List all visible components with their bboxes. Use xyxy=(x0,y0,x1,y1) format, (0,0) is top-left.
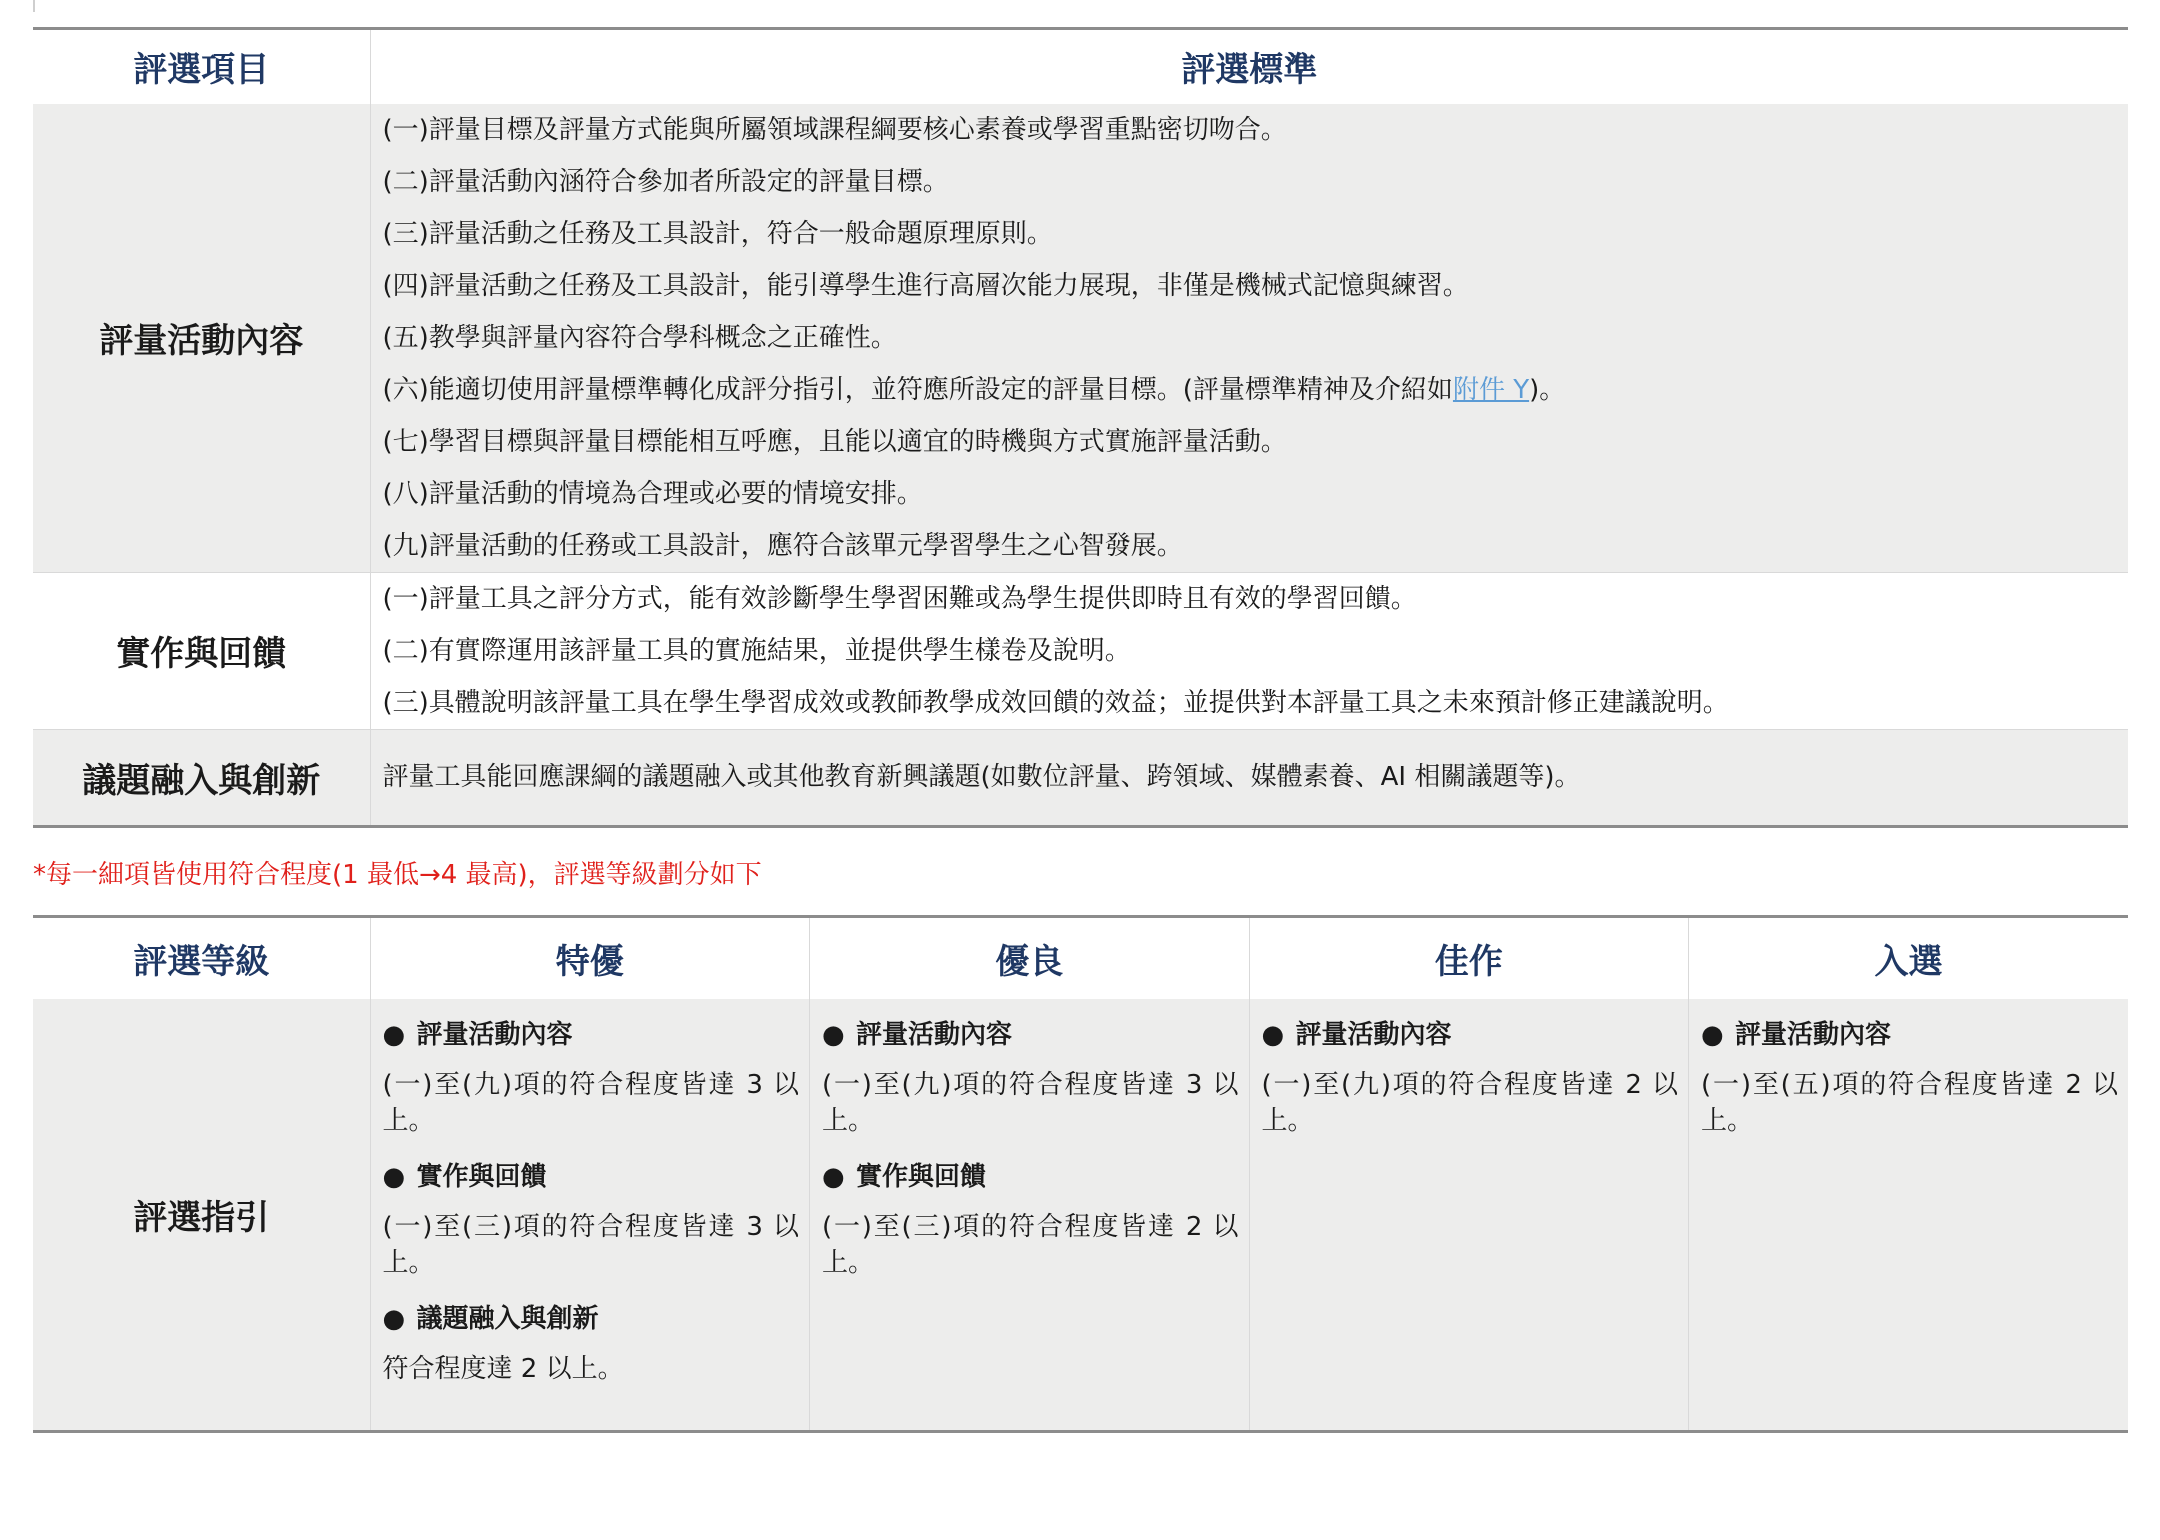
guide-heading: ● 實作與回饋 xyxy=(383,1159,800,1195)
bullet-icon: ● xyxy=(822,1020,845,1050)
category-label: 實作與回饋 xyxy=(33,572,370,729)
guide-selected xyxy=(1689,999,2129,1431)
guide-text: (一)至(九)項的符合程度皆達 2 以上。 xyxy=(1261,1070,1678,1136)
criterion-text: (六)能適切使用評量標準轉化成評分指引，並符應所設定的評量目標。(評量標準精神及介紹如 xyxy=(382,374,1453,405)
guide-text: (一)至(九)項的符合程度皆達 3 以上。 xyxy=(822,1070,1239,1136)
criterion: (九)評量活動的任務或工具設計，應符合該單元學習學生之心智發展。 xyxy=(382,530,1183,561)
criteria-header-row xyxy=(33,29,2128,104)
criterion: 評量工具能回應課綱的議題融入或其他教育新興議題(如數位評量、跨領域、媒體素養、AI 相關議題等)。 xyxy=(382,762,1581,792)
criterion: (七)學習目標與評量目標能相互呼應，且能以適宜的時機與方式實施評量活動。 xyxy=(382,426,1287,457)
guide-heading: ● 實作與回饋 xyxy=(822,1159,1239,1195)
criterion: (一)評量目標及評量方式能與所屬領域課程綱要核心素養或學習重點密切吻合。 xyxy=(382,114,1287,145)
header-standard: 評選標準 xyxy=(370,29,2128,104)
criteria-list xyxy=(370,729,2128,826)
criterion-with-link xyxy=(383,364,2129,416)
scoring-note: *每一細項皆使用符合程度(1 最低→4 最高)，評選等級劃分如下 xyxy=(33,859,762,890)
bullet-icon: ● xyxy=(382,1020,406,1050)
header-merit: 佳作 xyxy=(1249,916,1689,999)
guide-text: (一)至(五)項的符合程度皆達 2 以上。 xyxy=(1701,1070,2118,1136)
criteria-list xyxy=(370,572,2128,729)
guide-excellent xyxy=(370,999,810,1431)
bullet-icon: ● xyxy=(822,1162,845,1192)
criterion: (四)評量活動之任務及工具設計，能引導學生進行高層次能力展現，非僅是機械式記憶與練習。 xyxy=(382,270,1469,301)
criterion: (二)評量活動內涵符合參加者所設定的評量目標。 xyxy=(382,166,949,197)
guide-text: (一)至(九)項的符合程度皆達 3 以上。 xyxy=(382,1070,799,1136)
bullet-icon: ● xyxy=(1261,1020,1285,1050)
guide-heading: ● 議題融入與創新 xyxy=(383,1301,800,1337)
header-good: 優良 xyxy=(810,916,1250,999)
criterion: (三)具體說明該評量工具在學生學習成效或教師教學成效回饋的效益；並提供對本評量工具之未來預計修正建議說明。 xyxy=(382,687,1729,718)
bullet-icon: ● xyxy=(382,1304,406,1334)
grading-table xyxy=(33,915,2128,1433)
criterion: (八)評量活動的情境為合理或必要的情境安排。 xyxy=(382,478,923,509)
category-label: 議題融入與創新 xyxy=(33,729,370,826)
guide-heading: ● 評量活動內容 xyxy=(383,1017,800,1053)
criteria-list xyxy=(370,104,2128,573)
guide-heading: ● 評量活動內容 xyxy=(822,1017,1239,1053)
header-grade: 評選等級 xyxy=(33,916,370,999)
criterion: (一)評量工具之評分方式，能有效診斷學生學習困難或為學生提供即時且有效的學習回饋。 xyxy=(382,583,1417,614)
grading-guide-row xyxy=(33,999,2128,1431)
criterion: (三)評量活動之任務及工具設計，符合一般命題原理原則。 xyxy=(382,218,1053,249)
guide-good xyxy=(810,999,1250,1431)
header-item: 評選項目 xyxy=(33,29,370,104)
criteria-table xyxy=(33,27,2128,828)
criteria-row-practice xyxy=(33,572,2128,729)
criterion-suffix: )。 xyxy=(1529,374,1566,405)
criteria-row-innovation xyxy=(33,729,2128,826)
guide-merit xyxy=(1249,999,1689,1431)
grading-header-row xyxy=(33,916,2128,999)
category-label: 評量活動內容 xyxy=(33,104,370,573)
criterion: (五)教學與評量內容符合學科概念之正確性。 xyxy=(382,322,897,353)
guide-label: 評選指引 xyxy=(33,999,370,1431)
appendix-link[interactable]: 附件 Y xyxy=(1452,374,1530,405)
bullet-icon: ● xyxy=(1701,1020,1724,1050)
guide-text: 符合程度達 2 以上。 xyxy=(382,1354,624,1384)
header-selected: 入選 xyxy=(1689,916,2129,999)
guide-heading: ● 評量活動內容 xyxy=(1701,1017,2118,1053)
guide-text: (一)至(三)項的符合程度皆達 2 以上。 xyxy=(822,1212,1239,1278)
bullet-icon: ● xyxy=(382,1162,406,1192)
guide-heading: ● 評量活動內容 xyxy=(1262,1017,1679,1053)
header-excellent: 特優 xyxy=(370,916,810,999)
criterion: (二)有實際運用該評量工具的實施結果，並提供學生樣卷及說明。 xyxy=(382,635,1131,666)
document-body xyxy=(33,0,2128,1433)
guide-text: (一)至(三)項的符合程度皆達 3 以上。 xyxy=(382,1212,799,1278)
criteria-row-activity xyxy=(33,104,2128,573)
